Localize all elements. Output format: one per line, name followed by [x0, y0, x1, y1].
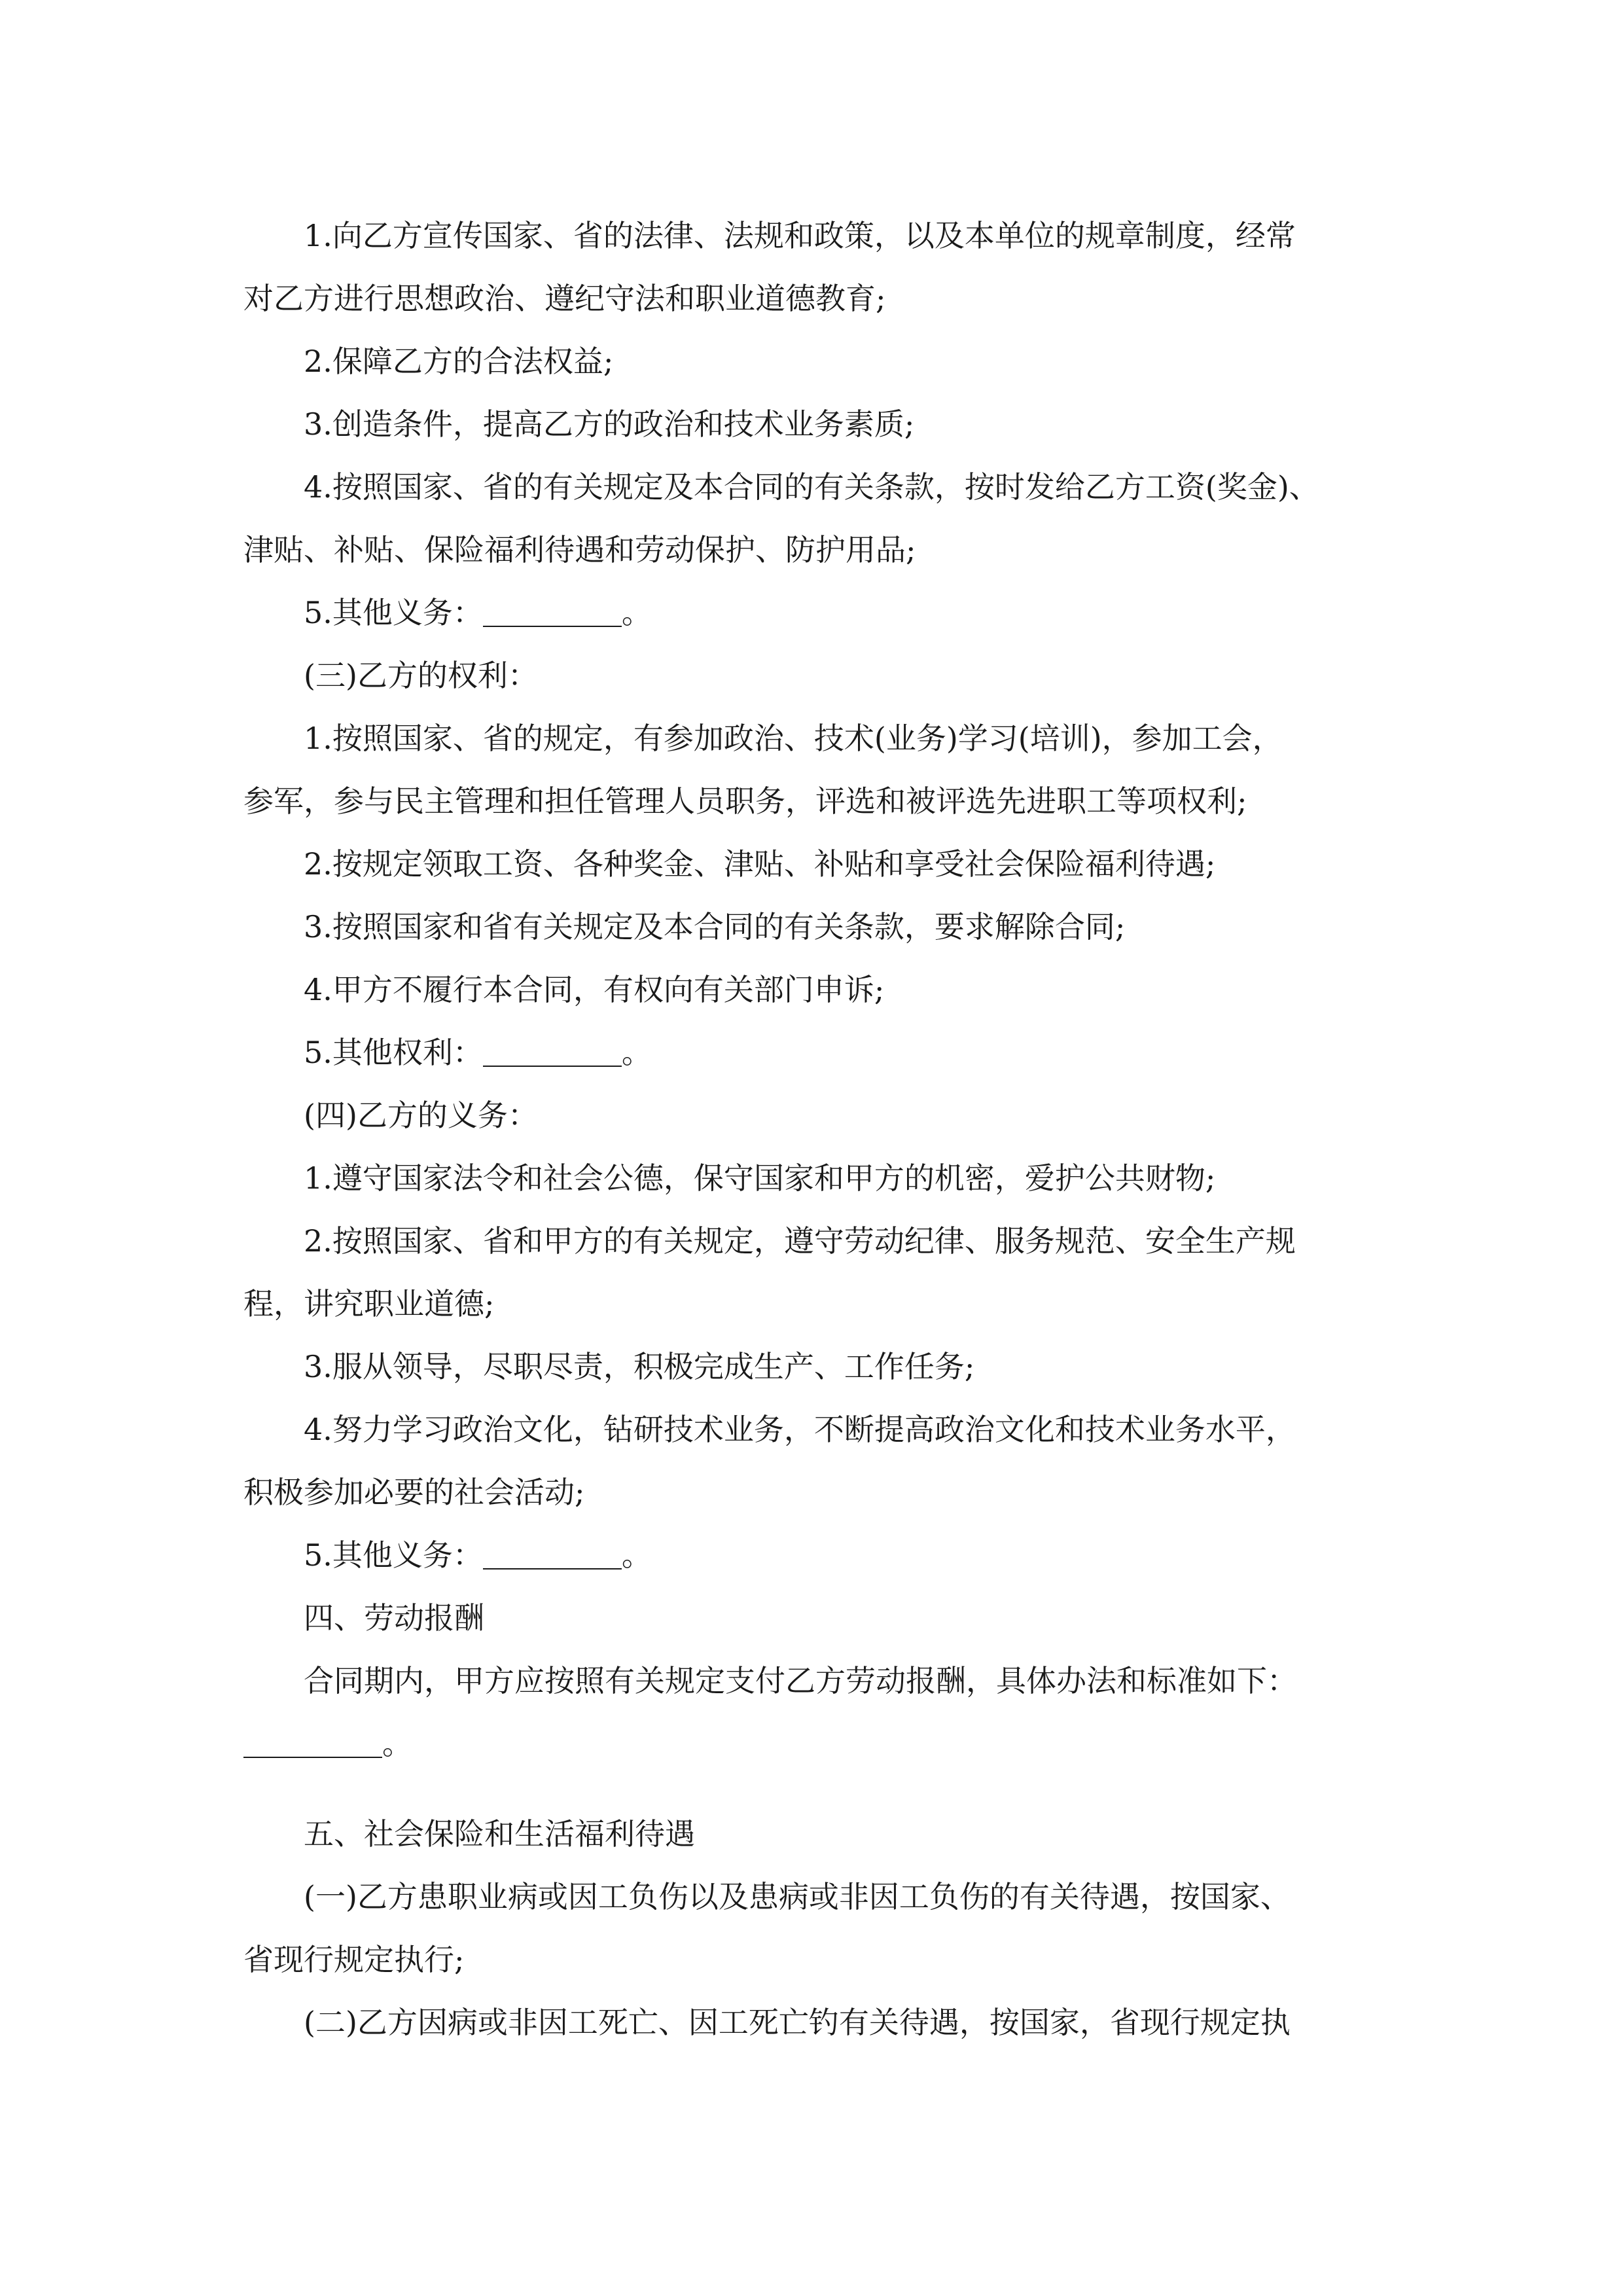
fill-in-blank	[483, 600, 622, 627]
fill-in-blank	[243, 1731, 382, 1758]
section-heading: (四)乙方的义务：	[304, 1098, 538, 1133]
clause-line: 合同期内，甲方应按照有关规定支付乙方劳动报酬，具体办法和标准如下：	[304, 1663, 1297, 1698]
clause-line: 4.努力学习政治文化，钻研技术业务，不断提高政治文化和技术业务水平，	[304, 1412, 1296, 1447]
clause-line: 5.其他义务： 。	[304, 595, 652, 630]
clause-line: 1.向乙方宣传国家、省的法律、法规和政策，以及本单位的规章制度，经常	[304, 218, 1296, 253]
section-heading: (三)乙方的权利：	[304, 658, 538, 693]
clause-line: 1.按照国家、省的规定，有参加政治、技术(业务)学习(培训)，参加工会，	[304, 721, 1283, 756]
fill-in-blank	[483, 1542, 622, 1570]
clause-line: 3.服从领导，尽职尽责，积极完成生产、工作任务;	[304, 1349, 975, 1384]
clause-line: 津贴、补贴、保险福利待遇和劳动保护、防护用品;	[243, 532, 916, 567]
clause-line: 4.按照国家、省的有关规定及本合同的有关条款，按时发给乙方工资(奖金)、	[304, 469, 1319, 505]
clause-line: 参军，参与民主管理和担任管理人员职务，评选和被评选先进职工等项权利;	[243, 783, 1247, 819]
contract-body	[243, 204, 1392, 2054]
section-heading: 四、劳动报酬	[304, 1600, 484, 1636]
section-heading: 五、社会保险和生活福利待遇	[304, 1816, 695, 1852]
clause-line: (一)乙方患职业病或因工负伤以及患病或非因工负伤的有关待遇，按国家、	[304, 1879, 1291, 1914]
clause-line: 2.按规定领取工资、各种奖金、津贴、补贴和享受社会保险福利待遇;	[304, 846, 1216, 882]
clause-line: 1.遵守国家法令和社会公德，保守国家和甲方的机密，爱护公共财物;	[304, 1160, 1216, 1196]
clause-line: 省现行规定执行;	[243, 1942, 465, 1977]
clause-line: 2.保障乙方的合法权益;	[304, 344, 614, 379]
fill-in-blank	[483, 1039, 622, 1067]
clause-line: 对乙方进行思想政治、遵纪守法和职业道德教育;	[243, 281, 886, 316]
clause-line: 3.按照国家和省有关规定及本合同的有关条款，要求解除合同;	[304, 909, 1126, 944]
clause-line: 。	[243, 1712, 1392, 1775]
clause-line: 5.其他义务： 。	[304, 1537, 652, 1573]
clause-line: 4.甲方不履行本合同，有权向有关部门申诉;	[304, 972, 885, 1007]
clause-line: 5.其他权利： 。	[304, 1035, 652, 1070]
clause-line: 3.创造条件，提高乙方的政治和技术业务素质;	[304, 406, 915, 442]
clause-line: 2.按照国家、省和甲方的有关规定，遵守劳动纪律、服务规范、安全生产规	[304, 1223, 1296, 1259]
clause-line: (二)乙方因病或非因工死亡、因工死亡钓有关待遇，按国家，省现行规定执	[304, 2005, 1291, 2040]
clause-line: 积极参加必要的社会活动;	[243, 1475, 585, 1510]
clause-line: 程，讲究职业道德;	[243, 1286, 495, 1321]
